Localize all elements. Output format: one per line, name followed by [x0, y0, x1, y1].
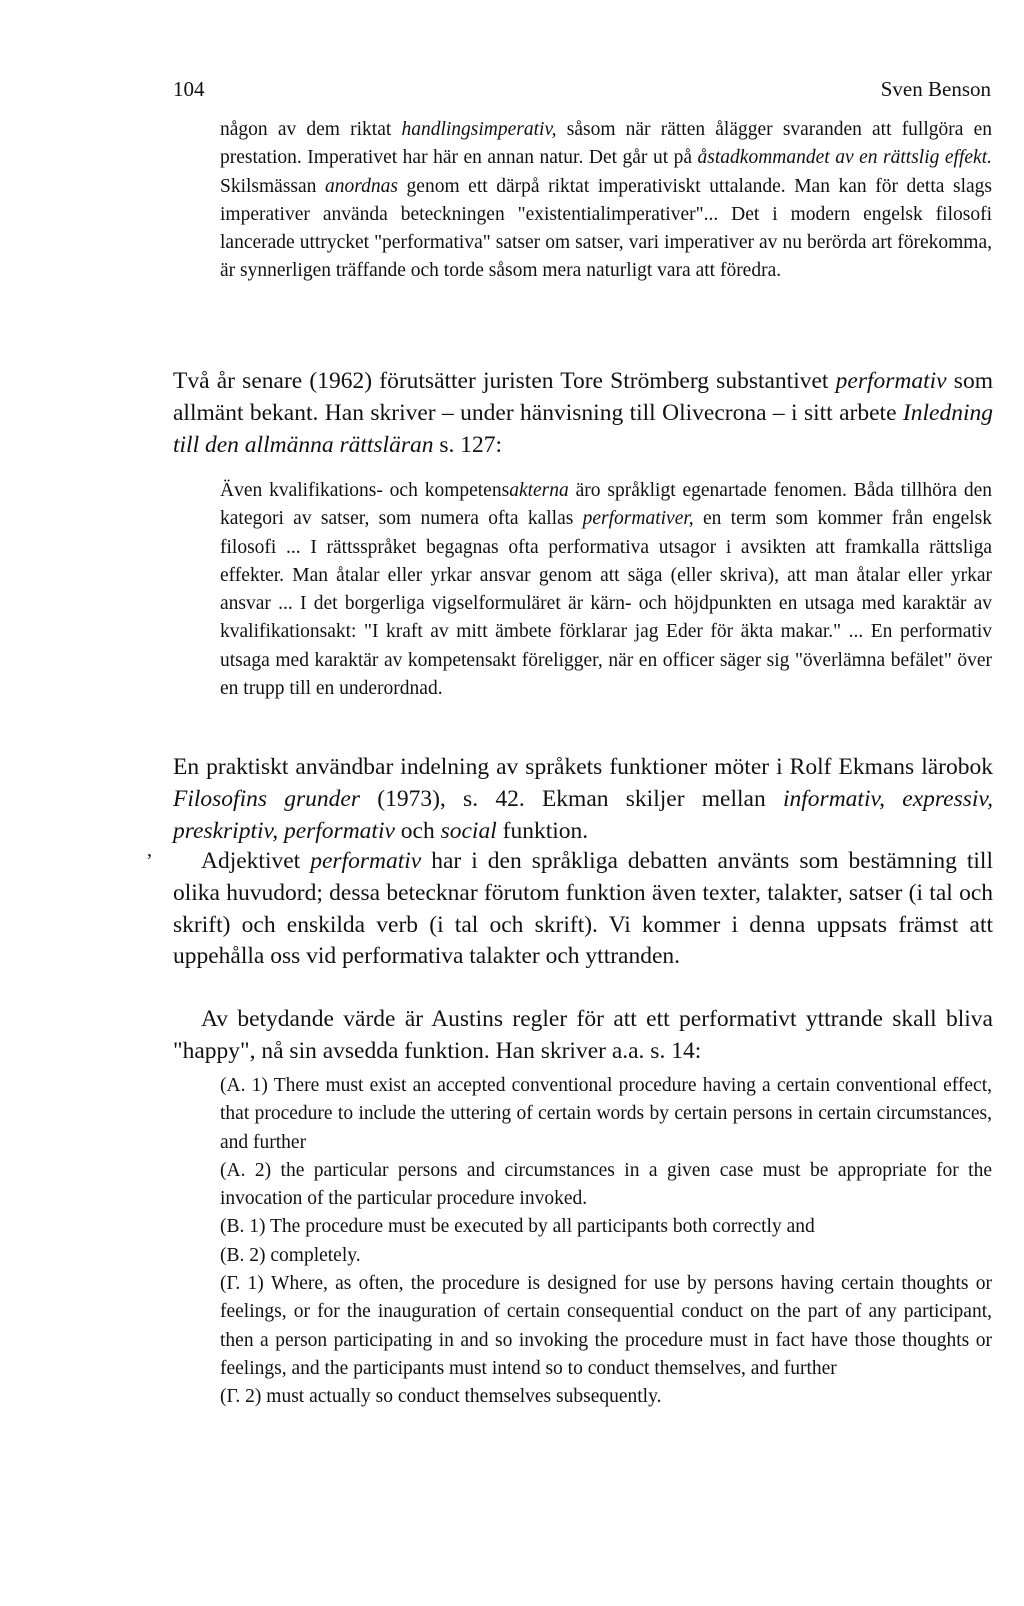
paragraph-stromberg: Två år senare (1962) förutsätter juristen Tore Strömberg substantivet performativ som allmänt bekant. Han skriver – under hänvisning till Olivecrona – i sitt arbete Inledning till den allmänna rättsläran s. 127:	[173, 368, 993, 458]
rule-b2: (B. 2) completely.	[220, 1244, 361, 1266]
rule-b1: (B. 1) The procedure must be executed by all participants both correctly and	[220, 1216, 815, 1238]
paragraph-austin: Av betydande värde är Austins regler för att ett performativt yttrande skall bliva "happy", nå sin avsedda funktion. Han skriver a.a. s. 14:	[173, 1006, 993, 1064]
rule-a1: (A. 1) There must exist an accepted conventional procedure having a certain conventional effect, that procedure to include the uttering of certain words by certain persons in certain circumstances, and further	[220, 1075, 992, 1153]
emphasis: performativer,	[582, 508, 694, 530]
page-number: 104	[173, 77, 205, 101]
quote-olivecrona: någon av dem riktat handlingsimperativ, såsom när rätten ålägger svaranden att fullgöra en prestation. Imperativet har här en annan natur. Det går ut på åstadkommandet av en rättslig effekt. Skilsmässan anordnas genom ett därpå riktat imperativiskt uttalande. Man kan för detta slags imperativer använda beteckningen "existentialimperativer"... Det i modern engelsk filosofi lancerade uttrycket "performativa" satser om satser, vari imperativer av nu berörda art förekomma, är synnerligen träffande och torde såsom mera naturligt vara att föredra.	[220, 119, 992, 282]
emphasis: åstadkommandet av en rättslig effekt.	[697, 147, 992, 169]
emphasis: handlingsimperativ,	[401, 119, 557, 140]
book-title: Inledning till den allmänna rättsläran	[173, 399, 993, 458]
emphasis: social	[440, 817, 497, 844]
quote-stromberg: Även kvalifikations- och kompetensakterna äro språkligt egenartade fenomen. Båda tillhöra den kategori av satser, som numera ofta kallas performativer, en term som kommer från engelsk filosofi ... I rättsspråket begagnas ofta performativa utsagor i avsikten att framkalla rättsliga effekter. Man åtalar eller yrkar ansvar genom att säga (eller skriva), att man åtalar eller yrkar ansvar ... I det borgerliga vigselformuläret är kärn- och höjdpunkten en utsaga med karaktär av kvalifikationsakt: "I kraft av mitt ämbete förklarar jag Eder för äkta makar." ... En performativ utsaga med karaktär av kompetensakt föreligger, när en officer säger sig "överlämna befälet" över en trupp till en underordnad.	[220, 480, 992, 700]
paragraph-ekman: En praktiskt användbar indelning av språkets funktioner möter i Rolf Ekmans lärobok Filosofins grunder (1973), s. 42. Ekman skiljer mellan informativ, expressiv, preskriptiv, performativ och social funktion.	[173, 754, 993, 844]
running-header	[173, 74, 991, 104]
book-title: Filosofins grunder	[173, 785, 360, 812]
emphasis: anordnas	[325, 175, 398, 197]
emphasis: informativ, expressiv, preskriptiv, performativ	[173, 785, 993, 844]
austin-rules-list	[220, 1072, 992, 1412]
emphasis: performativ	[310, 848, 422, 874]
margin-mark: ,	[147, 839, 152, 861]
author-name: Sven Benson	[880, 77, 991, 101]
rule-a2: (A. 2) the particular persons and circumstances in a given case must be appropriate for the invocation of the particular procedure invoked.	[220, 1159, 992, 1210]
emphasis: akterna	[509, 480, 569, 501]
paragraph-adjektivet: Adjektivet performativ har i den språkliga debatten använts som bestämning till olika huvudord; dessa betecknar förutom funktion även texter, talakter, satser (i tal och skrift) och enskilda verb (i tal och skrift). Vi kommer i denna uppsats främst att uppehålla oss vid performativa talakter och yttranden.	[173, 848, 993, 970]
rule-g1: (Γ. 1) Where, as often, the procedure is designed for use by persons having certain thoughts or feelings, or for the inauguration of certain consequential conduct on the part of any participant, then a person participating in and so invoking the procedure must in fact have those thoughts or feelings, and the participants must intend so to conduct themselves, and further	[220, 1273, 992, 1379]
rule-g2: (Γ. 2) must actually so conduct themselves subsequently.	[220, 1386, 662, 1408]
emphasis: performativ	[835, 368, 947, 394]
